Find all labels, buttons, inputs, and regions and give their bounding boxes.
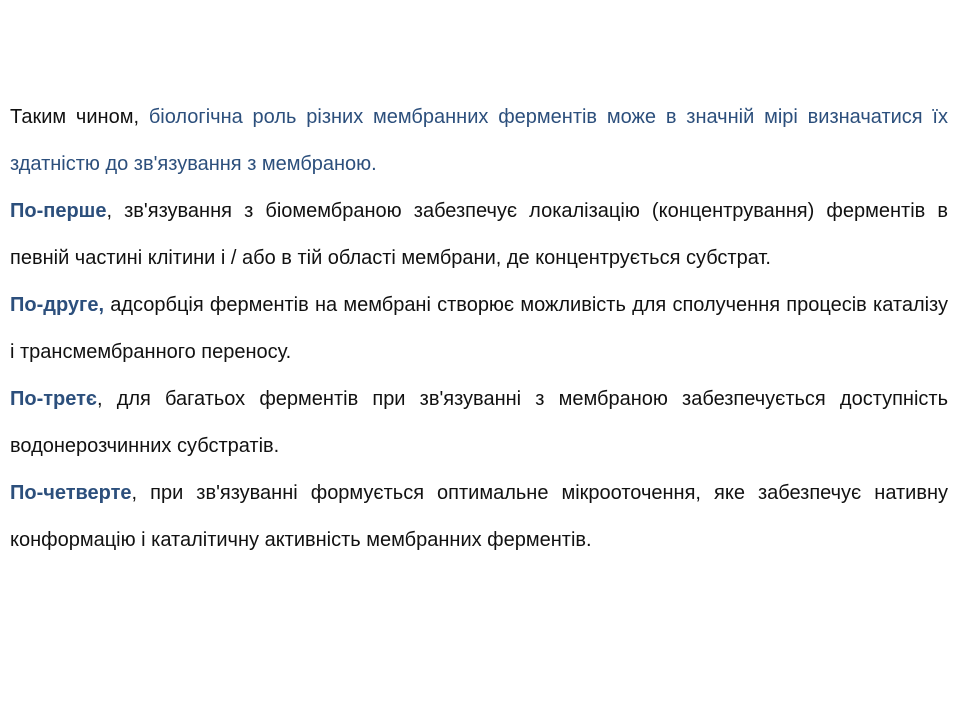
paragraph-fourth (10, 470, 948, 564)
slide-text-body (10, 94, 948, 564)
paragraph-body: , зв'язування з біомембраною забезпечує локалізацію (концентрування) ферментів в певній частині клітини і / або в тій області мембрани, де концентрується субстрат. (10, 200, 948, 269)
paragraph-lead: По-третє (10, 388, 97, 410)
paragraph-lead: По-четверте (10, 482, 132, 504)
paragraph-lead: По-перше (10, 200, 107, 222)
paragraph-second (10, 282, 948, 376)
paragraph-conclusion (10, 94, 948, 188)
paragraph-first (10, 188, 948, 282)
paragraph-lead: По-друге, (10, 294, 105, 316)
paragraph-body: адсорбція ферментів на мембрані створює можливість для сполучення процесів каталізу і трансмембранного переносу. (10, 294, 948, 363)
highlighted-statement: біологічна роль різних мембранних ферментів може в значній мірі визначатися їх здатністю до зв'язування з мембраною. (10, 106, 948, 175)
paragraph-body: , при зв'язуванні формується оптимальне мікрооточення, яке забезпечує нативну конформацію і каталітичну активність мембранних ферментів. (10, 482, 948, 551)
paragraph-lead: Таким чином, (10, 106, 149, 128)
paragraph-third (10, 376, 948, 470)
paragraph-body: , для багатьох ферментів при зв'язуванні з мембраною забезпечується доступність водонерозчинних субстратів. (10, 388, 948, 457)
